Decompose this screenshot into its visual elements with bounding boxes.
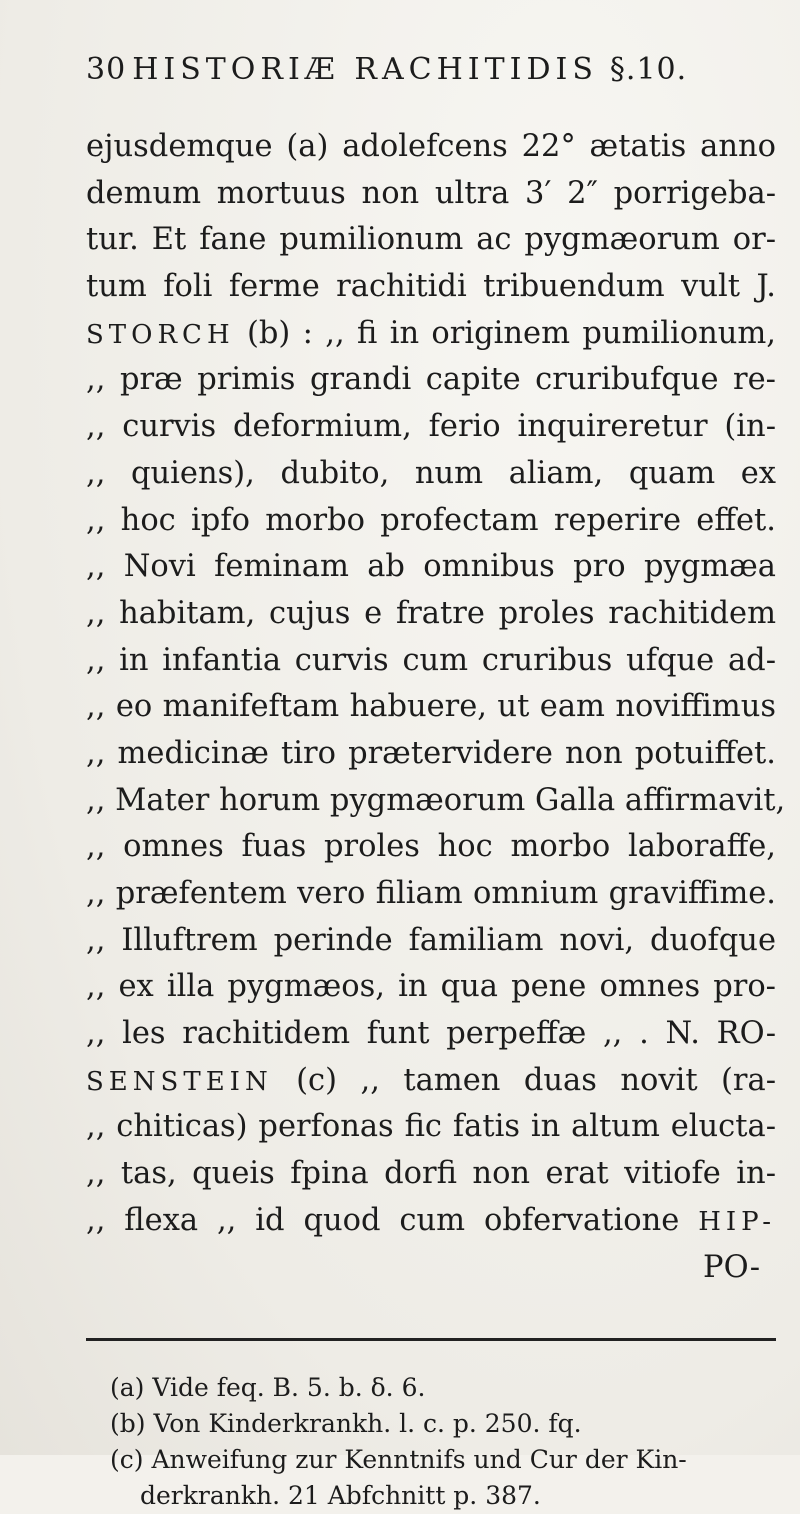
text-line	[86, 1198, 776, 1245]
text-line: ,, habitam, cujus e fratre proles rachitidem	[86, 595, 776, 631]
text-line: ,, ex illa pygmæos, in qua pene omnes pro-	[86, 969, 776, 1005]
text-line: tum foli ferme rachitidi tribuendum vult J.	[86, 269, 776, 305]
text-line	[86, 1058, 776, 1105]
text-line: demum mortuus non ultra 3′ 2″ porrigeba-	[86, 175, 776, 211]
text-line: ,, Mater horum pygmæorum Galla affirmavit,	[86, 782, 786, 818]
text-line: ,, hoc ipfo morbo profectam reperire effet.	[86, 502, 776, 538]
text-line: ,, præfentem vero filiam omnium graviffime.	[86, 876, 776, 911]
text-line: ,, les rachitidem funt perpeffæ ,, . N. RO-	[86, 1016, 776, 1052]
text-fragment: (c) ,, tamen duas novit (ra-	[272, 1062, 776, 1098]
footnote: (b) Von Kinderkrankh. l. c. p. 250. fq.	[110, 1409, 582, 1438]
author-name: STORCH	[86, 319, 235, 350]
footnote-rule	[86, 1338, 776, 1341]
text-line: ,, quiens), dubito, num aliam, quam ex	[86, 455, 776, 491]
text-fragment: (b) : ,, fi in originem pumilionum,	[234, 315, 776, 351]
text-line: ,, eo manifeftam habuere, ut eam noviffimus	[86, 689, 776, 725]
author-name: SENSTEIN	[86, 1066, 273, 1097]
text-line: tur. Et fane pumilionum ac pygmæorum or-	[86, 222, 776, 258]
text-line: ,, Novi feminam ab omnibus pro pygmæa	[86, 549, 776, 585]
text-fragment: ,, flexa ,, id quod cum obfervatione	[86, 1202, 699, 1238]
text-line: ,, curvis deformium, ferio inquireretur (in-	[86, 409, 776, 445]
text-line: ,, tas, queis fpina dorfi non erat vitiofe in-	[86, 1156, 776, 1192]
footnotes	[110, 1370, 776, 1514]
text-line: ,, medicinæ tiro prætervidere non potuiffet.	[86, 735, 776, 771]
author-name: HIP-	[698, 1206, 776, 1237]
text-line: ,, Illuftrem perinde familiam novi, duofque	[86, 922, 776, 958]
text-line: ,, præ primis grandi capite cruribufque re-	[86, 362, 776, 398]
page-number: 30	[86, 52, 127, 87]
text-line: ,, omnes fuas proles hoc morbo laboraffe,	[86, 829, 776, 865]
footnote: (a) Vide feq. B. 5. b. δ. 6.	[110, 1373, 426, 1402]
text-line	[86, 311, 776, 358]
section-number: §.10.	[609, 52, 688, 87]
text-line: ejusdemque (a) adolefcens 22° ætatis anno	[86, 129, 776, 164]
catchword: PO-	[703, 1249, 760, 1285]
running-header	[86, 52, 776, 102]
footnote: (c) Anweifung zur Kenntnifs und Cur der Kin-	[110, 1445, 687, 1474]
running-title: HISTORIÆ RACHITIDIS	[132, 52, 598, 87]
text-line: ,, chiticas) perfonas fic fatis in altum elucta-	[86, 1109, 776, 1145]
main-text	[86, 124, 786, 1291]
footnote-continuation: derkrankh. 21 Abfchnitt p. 387.	[140, 1481, 541, 1510]
text-line: ,, in infantia curvis cum cruribus ufque ad-	[86, 642, 776, 678]
